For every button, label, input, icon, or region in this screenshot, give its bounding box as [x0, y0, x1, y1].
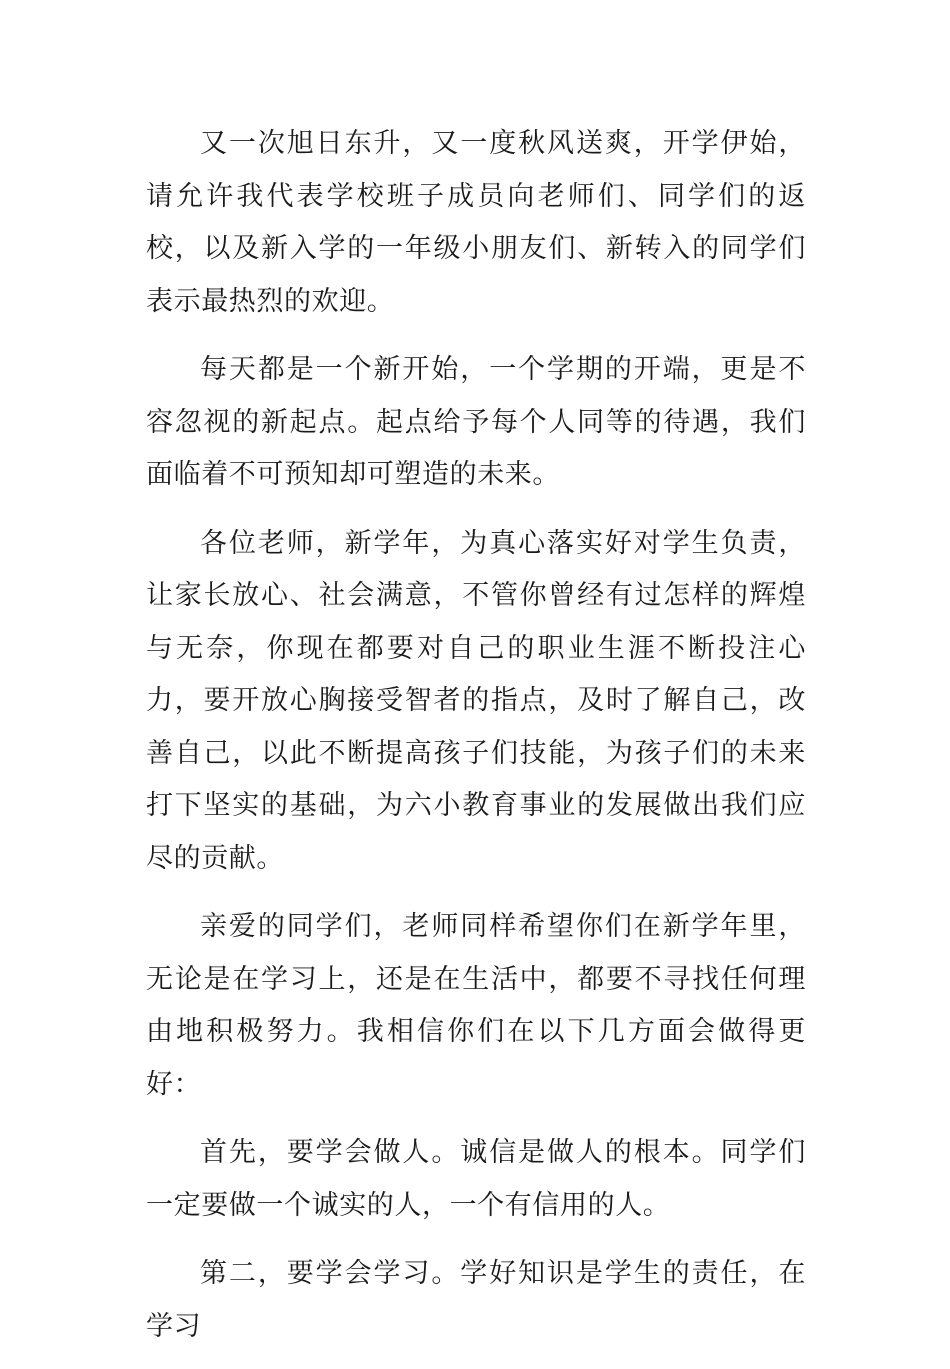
paragraph-teachers: 各位老师，新学年，为真心落实好对学生负责，让家长放心、社会满意，不管你曾经有过怎样的辉煌与无奈，你现在都要对自己的职业生涯不断投注心力，要开放心胸接受智者的指点，及时了解自己，改善自己，以此不断提高孩子们技能，为孩子们的未来打下坚实的基础，为六小教育事业的发展做出我们应尽的贡献。	[146, 527, 806, 874]
document-body	[146, 118, 806, 1369]
paragraph-students: 亲爱的同学们，老师同样希望你们在新学年里，无论是在学习上，还是在生活中，都要不寻找任何理由地积极努力。我相信你们在以下几方面会做得更好：	[146, 911, 806, 1100]
paragraph-welcome: 又一次旭日东升，又一度秋风送爽，开学伊始，请允许我代表学校班子成员向老师们、同学们的返校，以及新入学的一年级小朋友们、新转入的同学们表示最热烈的欢迎。	[146, 128, 806, 317]
paragraph-first-point: 首先，要学会做人。诚信是做人的根本。同学们一定要做一个诚实的人，一个有信用的人。	[146, 1137, 806, 1221]
paragraph-new-start: 每天都是一个新开始，一个学期的开端，更是不容忽视的新起点。起点给予每个人同等的待遇，我们面临着不可预知却可塑造的未来。	[146, 354, 806, 490]
paragraph-second-point: 第二，要学会学习。学好知识是学生的责任，在学习	[146, 1258, 806, 1342]
